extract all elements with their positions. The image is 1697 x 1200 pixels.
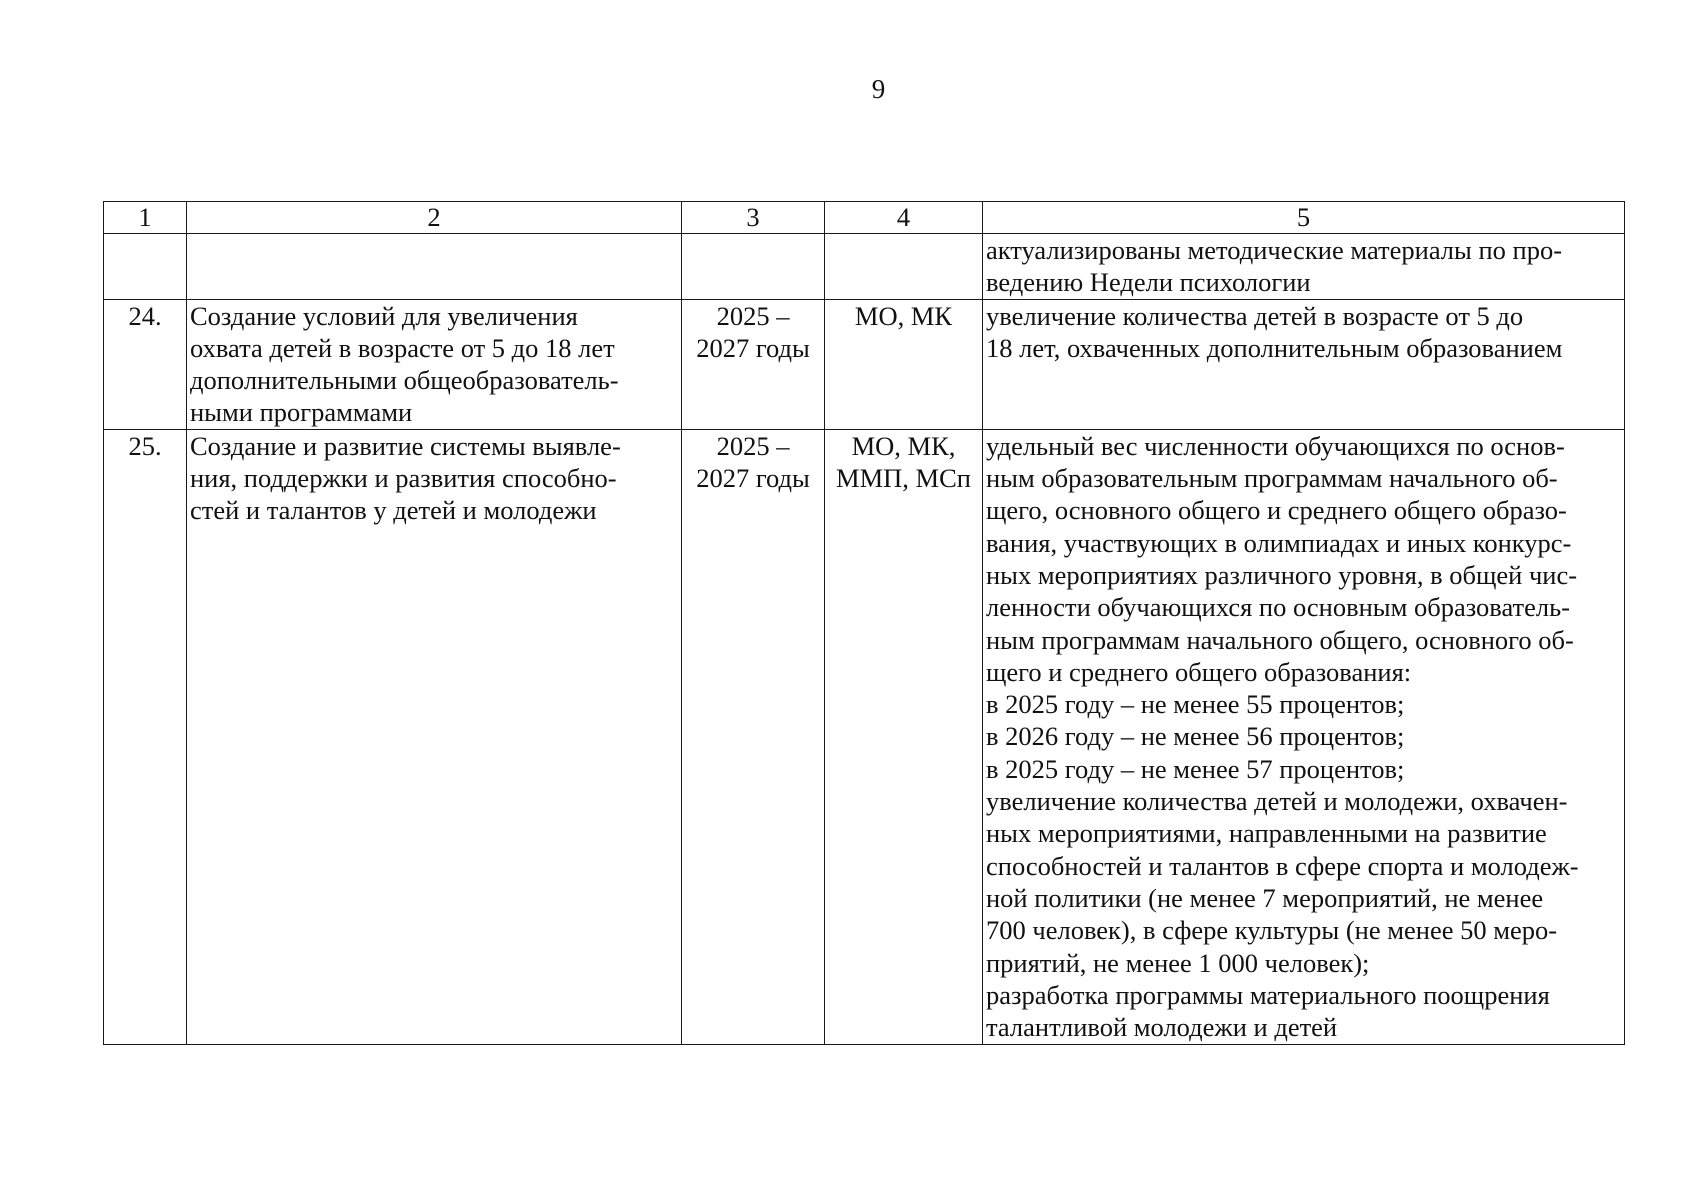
cell-responsible <box>825 429 983 1044</box>
result-line: способностей и талантов в сфере спорта и молодеж- <box>986 850 1579 881</box>
measures-table <box>103 201 1625 1045</box>
responsible-line: МО, МК <box>854 300 953 331</box>
result-line: щего, основного общего и среднего общего образо- <box>986 495 1567 526</box>
result-line: 18 лет, охваченных дополнительным образованием <box>986 332 1563 363</box>
result-line: приятий, не менее 1 000 человек); <box>986 947 1370 978</box>
activity-line: Создание и развитие системы выявле- <box>190 430 621 461</box>
result-line: ленности обучающихся по основным образователь- <box>986 592 1570 623</box>
cell-number <box>104 234 187 300</box>
cell-number: 25. <box>104 429 187 1044</box>
column-header-number: 1 <box>104 202 187 234</box>
result-line: в 2025 году – не менее 57 процентов; <box>986 753 1405 784</box>
period-line: 2027 годы <box>696 332 810 363</box>
result-line: разработка программы материального поощрения <box>986 979 1550 1010</box>
responsible-line: МО, МК, <box>851 430 956 461</box>
result-line: в 2026 году – не менее 56 процентов; <box>986 721 1405 752</box>
cell-result <box>983 299 1625 429</box>
result-line: увеличение количества детей и молодежи, охвачен- <box>986 786 1568 817</box>
table-row-24 <box>104 299 1625 429</box>
activity-line: стей и талантов у детей и молодежи <box>190 495 597 526</box>
result-line: в 2025 году – не менее 55 процентов; <box>986 689 1405 720</box>
cell-result <box>983 429 1625 1044</box>
result-line: ным образовательным программам начального об- <box>986 463 1558 494</box>
cell-number: 24. <box>104 299 187 429</box>
cell-period <box>682 234 825 300</box>
column-header-result: 5 <box>983 202 1625 234</box>
cell-activity <box>187 299 682 429</box>
result-line: 700 человек), в сфере культуры (не менее 50 меро- <box>986 915 1558 946</box>
result-line: талантливой молодежи и детей <box>986 1012 1338 1043</box>
cell-activity <box>187 429 682 1044</box>
table-row-continuation <box>104 234 1625 300</box>
cell-responsible <box>825 299 983 429</box>
cell-period <box>682 299 825 429</box>
page-number: 9 <box>871 74 886 104</box>
period-line: 2027 годы <box>696 463 810 494</box>
period-line: 2025 – <box>716 430 790 461</box>
activity-line: дополнительными общеобразователь- <box>190 365 619 396</box>
result-line: ных мероприятиях различного уровня, в общей чис- <box>986 559 1578 590</box>
cell-activity <box>187 234 682 300</box>
column-header-activity: 2 <box>187 202 682 234</box>
result-line: щего и среднего общего образования: <box>986 656 1412 687</box>
column-header-period: 3 <box>682 202 825 234</box>
responsible-line: ММП, МСп <box>836 463 971 494</box>
result-line: ной политики (не менее 7 мероприятий, не менее <box>986 882 1544 913</box>
cell-period <box>682 429 825 1044</box>
result-line: ведению Недели психологии <box>986 267 1311 298</box>
result-line: удельный вес численности обучающихся по основ- <box>986 430 1565 461</box>
result-line: увеличение количества детей в возрасте от 5 до <box>986 300 1524 331</box>
table-row-25 <box>104 429 1625 1044</box>
table-header-row <box>104 202 1625 234</box>
cell-result <box>983 234 1625 300</box>
result-line: вания, участвующих в олимпиадах и иных конкурс- <box>986 527 1572 558</box>
activity-line: ния, поддержки и развития способно- <box>190 463 617 494</box>
result-line: актуализированы методические материалы по про- <box>986 235 1563 265</box>
result-line: ных мероприятиями, направленными на развитие <box>986 818 1547 849</box>
activity-line: Создание условий для увеличения <box>190 300 578 331</box>
activity-line: ными программами <box>190 397 413 428</box>
activity-line: охвата детей в возрасте от 5 до 18 лет <box>190 332 615 363</box>
cell-responsible <box>825 234 983 300</box>
period-line: 2025 – <box>716 300 790 331</box>
column-header-responsible: 4 <box>825 202 983 234</box>
result-line: ным программам начального общего, основного об- <box>986 624 1574 655</box>
